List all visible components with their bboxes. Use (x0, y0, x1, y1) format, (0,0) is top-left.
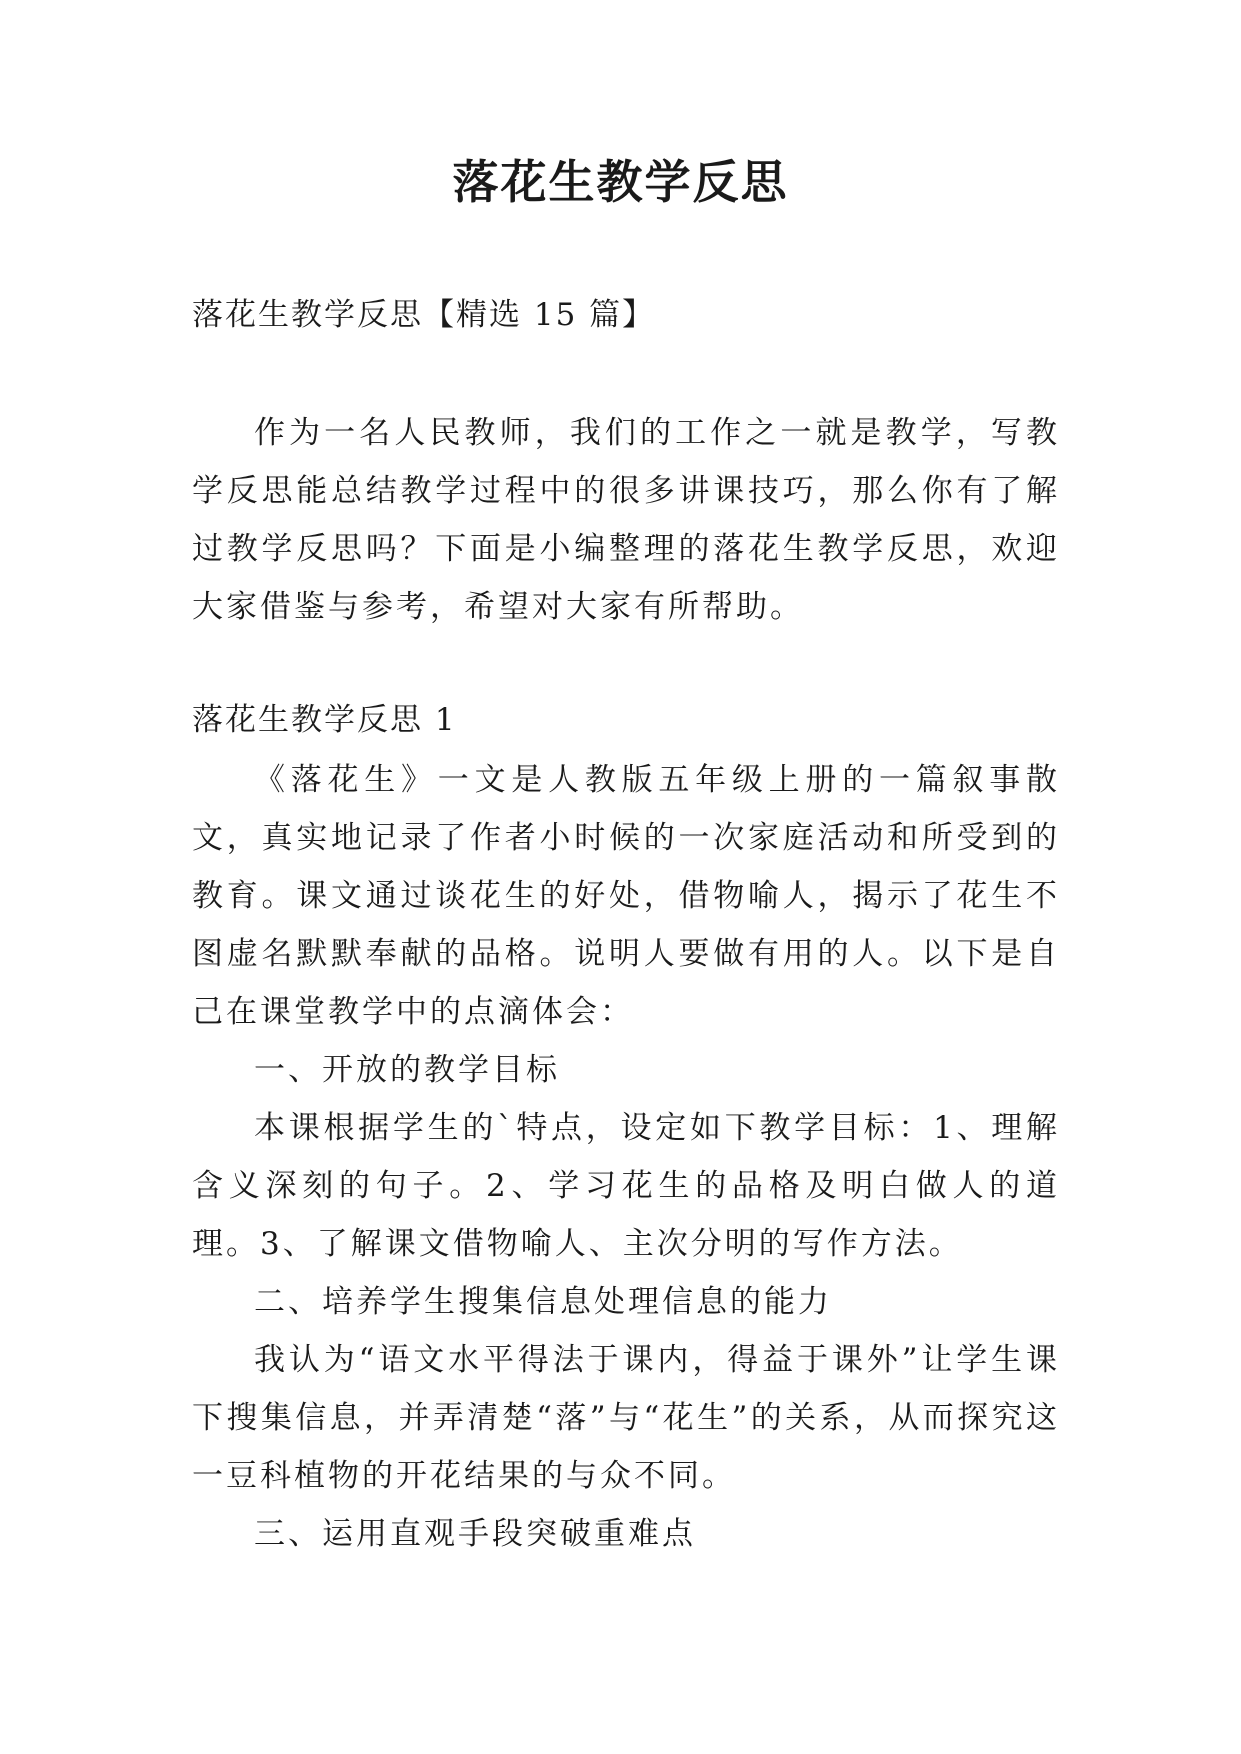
body-paragraph: 我认为“语文水平得法于课内，得益于课外”让学生课下搜集信息，并弄清楚“落”与“花生”的关系，从而探究这一豆科植物的开花结果的与众不同。 (192, 1342, 1060, 1494)
intro-paragraph: 作为一名人民教师，我们的工作之一就是教学，写教学反思能总结教学过程中的很多讲课技巧，那么你有了解过教学反思吗？下面是小编整理的落花生教学反思，欢迎大家借鉴与参考，希望对大家有所帮助。 (192, 415, 1060, 625)
document-title: 落花生教学反思 (452, 155, 789, 209)
section-body (192, 751, 1060, 1563)
point-heading: 三、运用直观手段突破重难点 (254, 1516, 696, 1552)
document-subtitle: 落花生教学反思【精选 15 篇】 (192, 297, 656, 333)
point-heading: 二、培养学生搜集信息处理信息的能力 (254, 1284, 832, 1320)
body-paragraph: 本课根据学生的`特点，设定如下教学目标：1、理解含义深刻的句子。2、学习花生的品格及明白做人的道理。3、了解课文借物喻人、主次分明的写作方法。 (192, 1110, 1060, 1262)
section-heading: 落花生教学反思 1 (192, 702, 457, 738)
point-heading: 一、开放的教学目标 (254, 1052, 560, 1088)
intro-block (192, 404, 1060, 636)
body-paragraph: 《落花生》一文是人教版五年级上册的一篇叙事散文，真实地记录了作者小时候的一次家庭活动和所受到的教育。课文通过谈花生的好处，借物喻人，揭示了花生不图虚名默默奉献的品格。说明人要做有用的人。以下是自己在课堂教学中的点滴体会： (192, 762, 1060, 1030)
